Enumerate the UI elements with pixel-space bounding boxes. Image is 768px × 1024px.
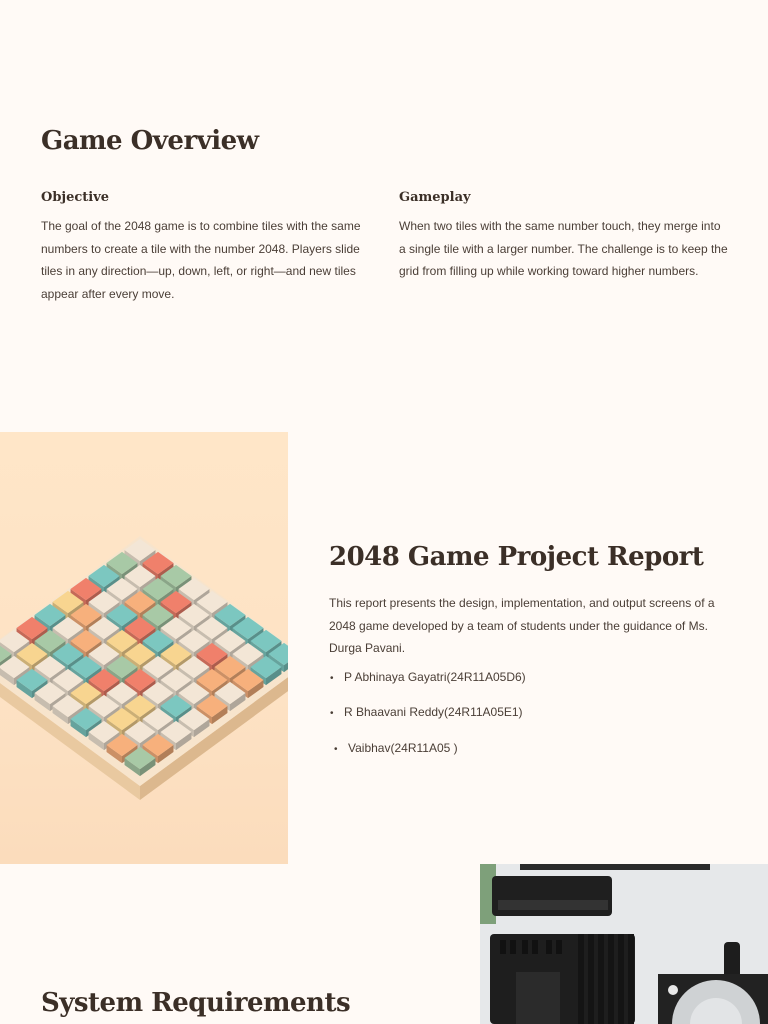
bullet-icon: •: [330, 708, 334, 719]
hardware-illustration: [480, 864, 768, 1024]
bullet-icon: •: [330, 673, 334, 684]
report-description: This report presents the design, implementation, and output screens of a 2048 game developed by a team of students under the guidance of Ms. Durga Pavani.: [329, 596, 715, 656]
report-title: 2048 Game Project Report: [329, 542, 704, 572]
gameplay-text: When two tiles with the same number touch, they merge into a single tile with a larger number. The challenge is to keep the grid from filling up while working toward higher numbers.: [399, 219, 728, 279]
gameplay-heading: Gameplay: [399, 190, 471, 205]
objective-section: [41, 190, 371, 306]
tile-board: [0, 536, 288, 800]
objective-heading: Objective: [41, 190, 110, 205]
team-member-item: [334, 741, 458, 755]
system-requirements-title: System Requirements: [41, 988, 351, 1018]
tile-board-illustration: [0, 432, 288, 864]
gameplay-section: [399, 190, 729, 283]
team-member-name: R Bhaavani Reddy(24R11A05E1): [344, 705, 523, 719]
board-image: [0, 432, 288, 864]
game-overview-title: Game Overview: [41, 126, 259, 156]
bullet-icon: •: [334, 744, 338, 755]
team-member-item: [330, 705, 523, 719]
team-member-item: [330, 670, 526, 684]
hardware-image: [480, 864, 768, 1024]
team-member-name: Vaibhav(24R11A05 ): [348, 741, 458, 755]
objective-text: The goal of the 2048 game is to combine tiles with the same numbers to create a tile with the number 2048. Players slide tiles in any direction—up, down, left, or right—and new tiles appear after every move.: [41, 219, 361, 302]
team-member-name: P Abhinaya Gayatri(24R11A05D6): [344, 670, 526, 684]
